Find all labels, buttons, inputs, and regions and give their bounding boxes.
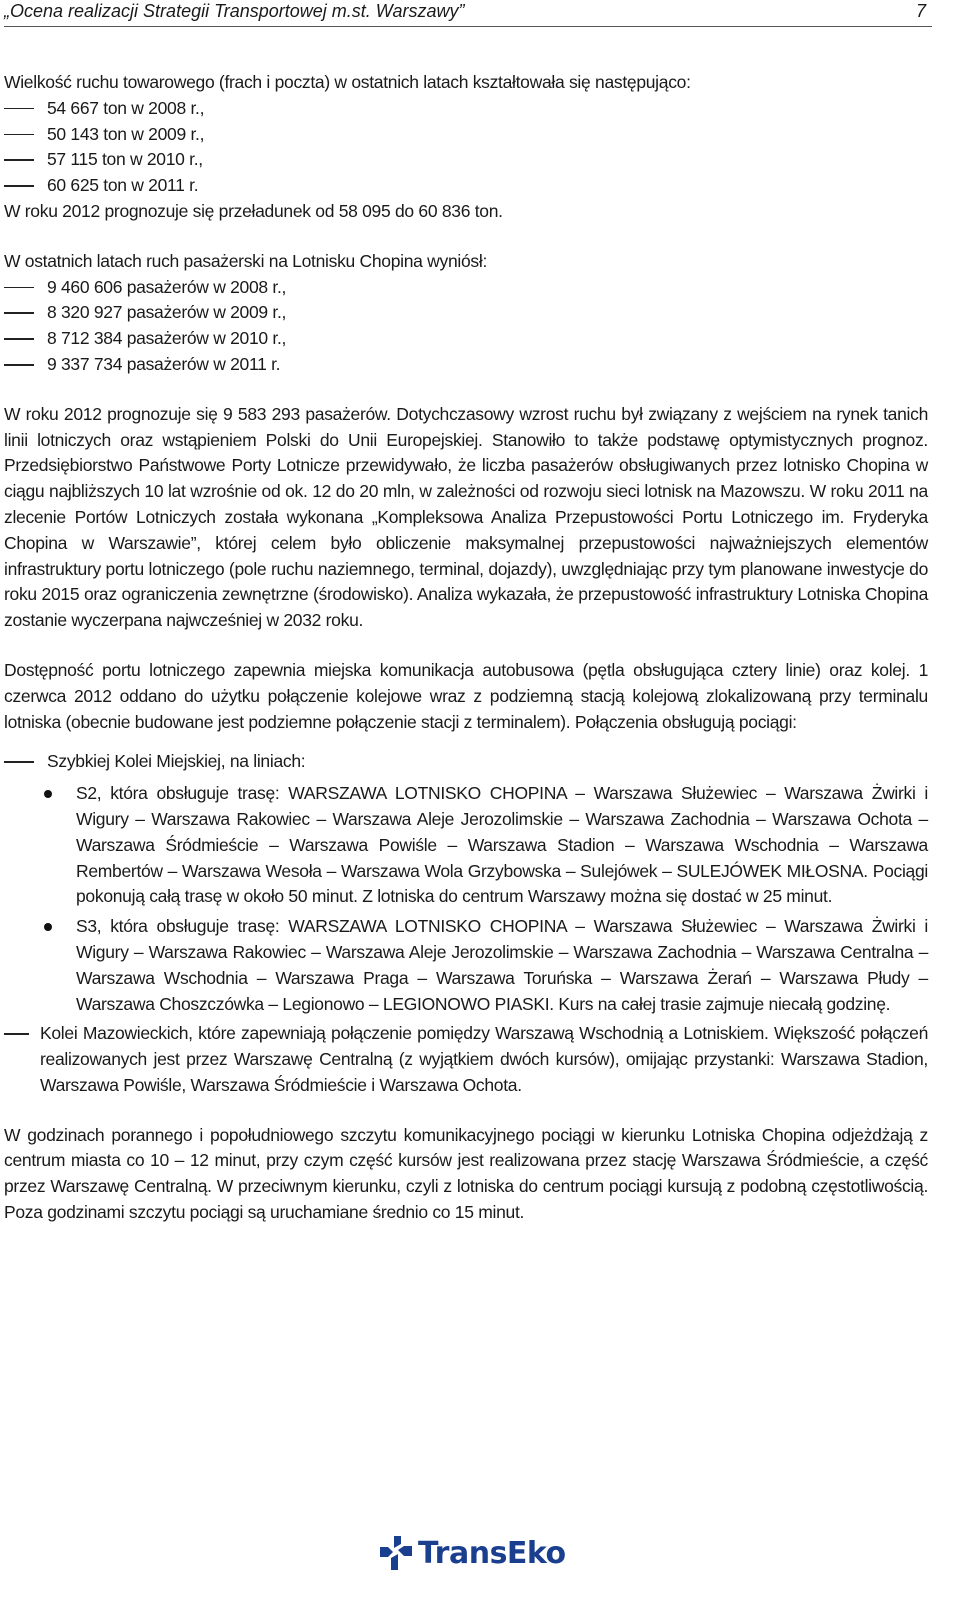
- list-item: 8 712 384 pasażerów w 2010 r.,: [4, 326, 928, 352]
- transeko-logo-icon: [380, 1536, 412, 1570]
- paragraph-peak: W godzinach porannego i popołudniowego szczytu komunikacyjnego pociągi w kierunku Lotniska Chopina odjeżdżają z centrum miasta co 10 – 12 minut, przy czym część kursów jest realizowana przez stację Warszawa Śródmieście, a część przez Warszawę Centralną. W przeciwnym kierunku, czyli z lotniska do centrum pociągi kursują z podobną częstotliwością. Poza godzinami szczytu pociągi są uruchamiane średnio co 15 minut.: [4, 1124, 928, 1223]
- page-header: [4, 0, 932, 27]
- skm-lines: [4, 781, 928, 1017]
- transeko-logo: [380, 1533, 566, 1573]
- document-title: „Ocena realizacji Strategii Transportowej m.st. Warszawy”: [4, 1, 465, 21]
- list-item: 54 667 ton w 2008 r.,: [4, 96, 928, 122]
- skm-label: Szybkiej Kolei Miejskiej, na liniach:: [4, 749, 928, 775]
- paragraph-forecast: W roku 2012 prognozuje się 9 583 293 pasażerów. Dotychczasowy wzrost ruchu był związany z wejściem na rynek tanich linii lotniczych oraz wstąpieniem Polski do Unii Europejskiej. Stanowiło to także podstawę optymistycznych prognoz. Przedsiębiorstwo Państwowe Porty Lotnicze przewidywało, że liczba pasażerów obsługiwanych przez lotnisko Chopina w ciągu najbliższych 10 lat wzrośnie od ok. 12 do 20 mln, w zależności od rozwoju sieci lotnisk na Mazowszu. W roku 2011 na zlecenie Portów Lotniczych została wykonana „Kompleksowa Analiza Przepustowości Portu Lotniczego im. Fryderyka Chopina w Warszawie”, której celem było obliczenie maksymalnej przepustowości najważniejszych elementów infrastruktury portu lotniczego (pole ruchu naziemnego, terminal, dojazdy), uwzględniając przy tym planowane inwestycje do roku 2015 oraz ograniczenia zewnętrzne (środowisko). Analiza wykazała, że przepustowość infrastruktury Lotniska Chopina zostanie wyczerpana najwcześniej w 2032 roku.: [4, 403, 928, 631]
- list-item: 57 115 ton w 2010 r.,: [4, 147, 928, 173]
- km-item: Kolei Mazowieckich, które zapewniają połączenie pomiędzy Warszawą Wschodnią a Lotniskiem. Większość połączeń realizowanych jest przez Warszawę Centralną (z wyjątkiem dwóch kursów), omijając przystanki: Warszawa Stadion, Warszawa Powiśle, Warszawa Śródmieście i Warszawa Ochota.: [4, 1021, 928, 1098]
- freight-forecast: W roku 2012 prognozuje się przeładunek od 58 095 do 60 836 ton.: [4, 200, 503, 221]
- list-item: 50 143 ton w 2009 r.,: [4, 122, 928, 148]
- line-s3: S3, która obsługuje trasę: WARSZAWA LOTNISKO CHOPINA – Warszawa Służewiec – Warszawa Żwirki i Wigury – Warszawa Rakowiec – Warszawa Aleje Jerozolimskie – Warszawa Zachodnia – Warszawa Centralna – Warszawa Wschodnia – Warszawa Praga – Warszawa Toruńska – Warszawa Żerań – Warszawa Płudy – Warszawa Choszczówka – Legionowo – LEGIONOWO PIASKI. Kurs na całej trasie zajmuje niecałą godzinę.: [4, 914, 928, 1017]
- list-item: 8 320 927 pasażerów w 2009 r.,: [4, 300, 928, 326]
- page-number: 7: [915, 1, 926, 21]
- passengers-list: [4, 275, 928, 378]
- page-content: [4, 70, 928, 1226]
- freight-list: [4, 96, 928, 199]
- freight-intro: Wielkość ruchu towarowego (frach i poczta) w ostatnich latach kształtowała się następująco:: [4, 72, 691, 92]
- km-list: [4, 1021, 928, 1098]
- passengers-intro: W ostatnich latach ruch pasażerski na Lotnisku Chopina wyniósł:: [4, 250, 488, 271]
- paragraph-access: Dostępność portu lotniczego zapewnia miejska komunikacja autobusowa (pętla obsługująca cztery linie) oraz kolej. 1 czerwca 2012 oddano do użytku połączenie kolejowe wraz z podziemną stacją kolejową zlokalizowaną przy terminalu lotniska (obecnie budowane jest podziemne połączenie stacji z terminalem). Połączenia obsługują pociągi:: [4, 659, 928, 732]
- logo-text: TransEko: [418, 1535, 566, 1571]
- skm-list: [4, 749, 928, 775]
- list-item: 9 337 734 pasażerów w 2011 r.: [4, 352, 928, 378]
- line-s2: S2, która obsługuje trasę: WARSZAWA LOTNISKO CHOPINA – Warszawa Służewiec – Warszawa Żwirki i Wigury – Warszawa Rakowiec – Warszawa Aleje Jerozolimskie – Warszawa Zachodnia – Warszawa Ochota – Warszawa Śródmieście – Warszawa Powiśle – Warszawa Stadion – Warszawa Wschodnia – Warszawa Rembertów – Warszawa Wesoła – Warszawa Wola Grzybowska – Sulejówek – SULEJÓWEK MIŁOSNA. Pociągi pokonują całą trasę w około 50 minut. Z lotniska do centrum Warszawy można się dostać w 25 minut.: [4, 781, 928, 910]
- list-item: 9 460 606 pasażerów w 2008 r.,: [4, 275, 928, 301]
- list-item: 60 625 ton w 2011 r.: [4, 173, 928, 199]
